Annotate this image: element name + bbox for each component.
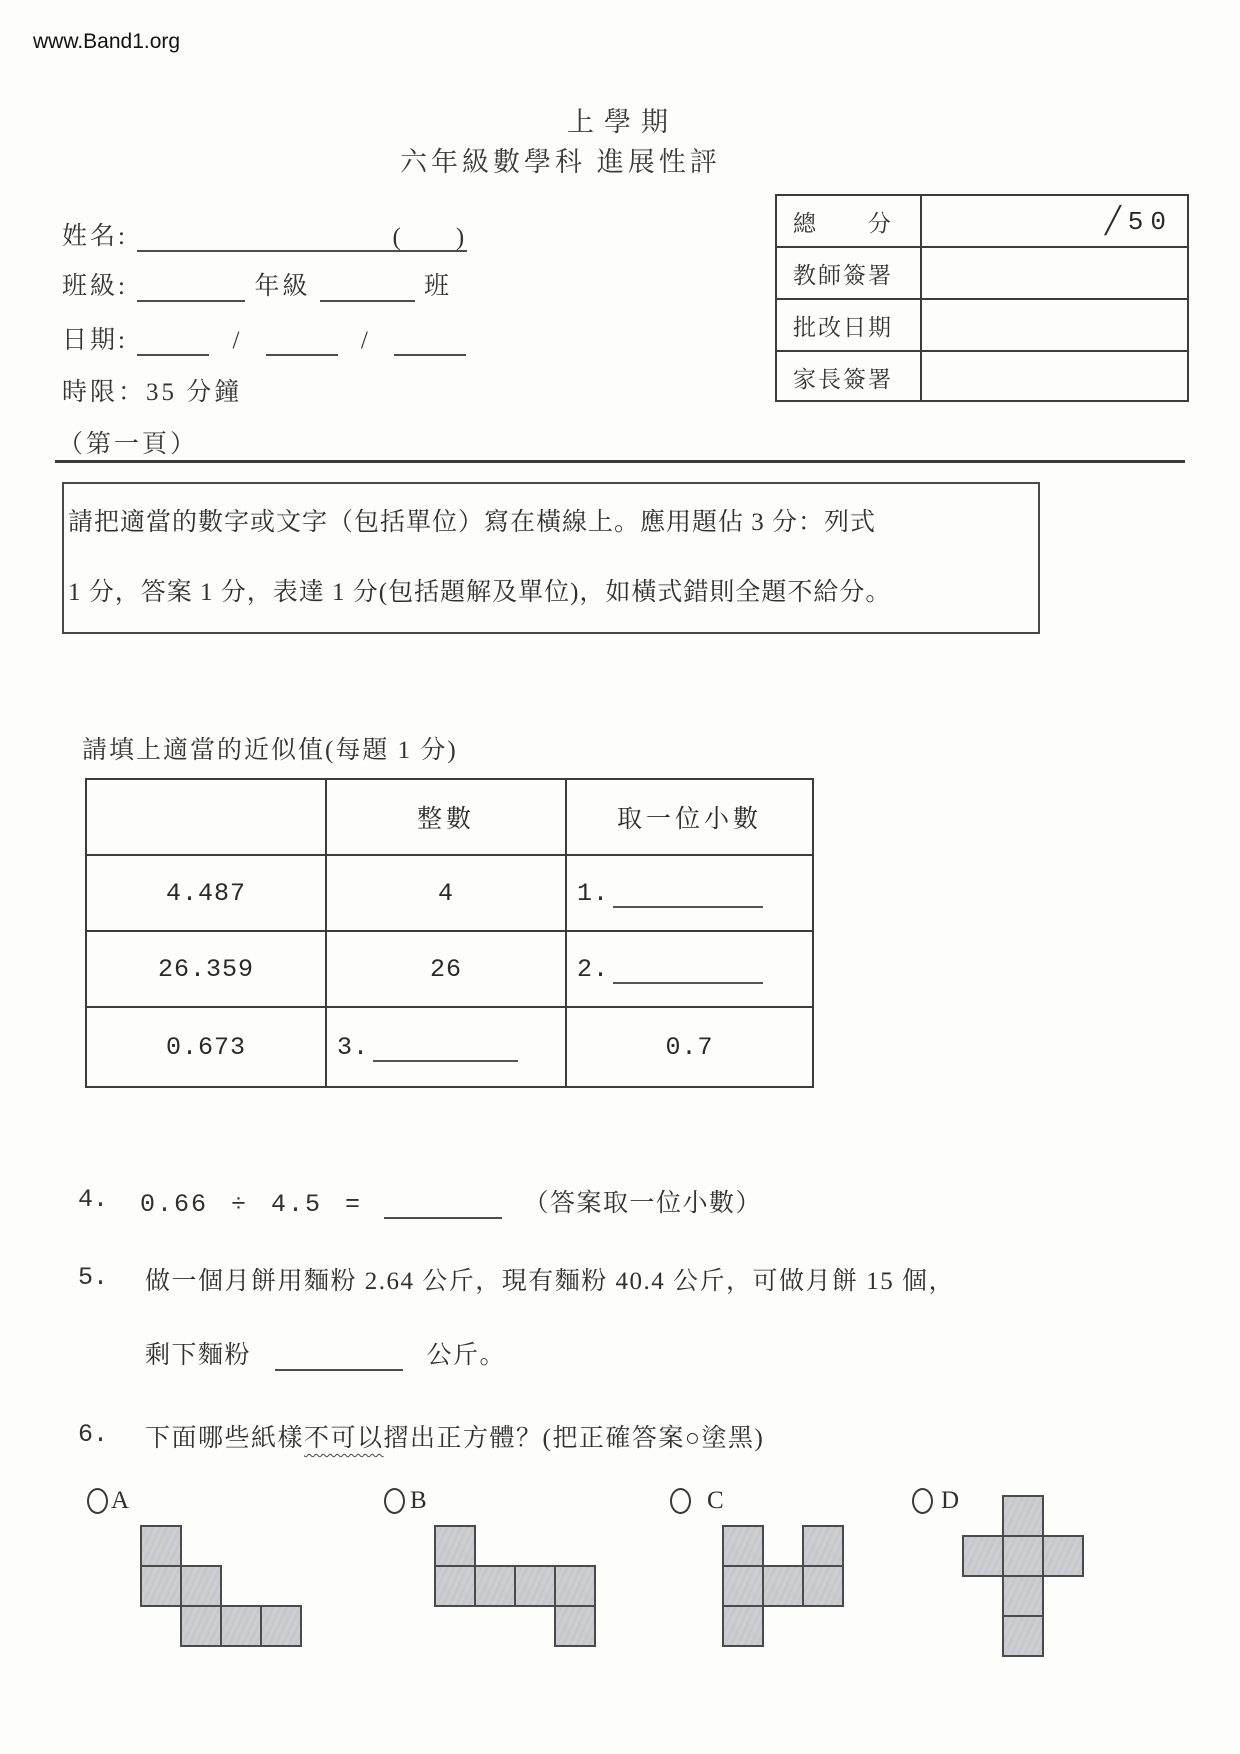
date-label: 日期:	[62, 327, 128, 354]
watermark: www.Band1.org	[33, 30, 181, 53]
q5-line2	[145, 1335, 506, 1371]
page-title-term: 上學期	[567, 107, 678, 137]
net-square	[802, 1565, 844, 1607]
class-blank-2	[320, 274, 415, 302]
name-field-row	[62, 216, 467, 252]
approx-header-one-dp: 取一位小數	[566, 779, 813, 855]
net-square	[1002, 1615, 1044, 1657]
option-a-answer-circle	[87, 1488, 108, 1514]
net-square	[180, 1565, 222, 1607]
q5-line2-prefix: 剩下麵粉	[145, 1342, 252, 1369]
class-label: 班級:	[62, 273, 128, 300]
score-value-marking-date	[922, 300, 1187, 350]
net-square	[722, 1525, 764, 1567]
option-b	[384, 1487, 427, 1515]
q4-body	[140, 1183, 762, 1219]
option-a-label	[87, 1487, 129, 1515]
score-value-teacher-signature	[922, 248, 1187, 298]
option-c	[670, 1487, 724, 1515]
approx-r3-value: 0.673	[86, 1007, 326, 1087]
q5-line1: 做一個月餅用麵粉 2.64 公斤，現有麵粉 40.4 公斤，可做月餅 15 個，	[145, 1268, 956, 1295]
score-row-teacher-signature	[777, 248, 1187, 300]
net-square	[802, 1525, 844, 1567]
option-c-letter: C	[707, 1487, 724, 1514]
approx-r1-answer-prefix: 1.	[577, 878, 610, 908]
score-label-marking-date: 批改日期	[777, 300, 922, 350]
approx-r1-integer: 4	[326, 855, 566, 931]
approx-r2-answer-blank	[613, 960, 763, 984]
approx-r2-answer-prefix: 2.	[577, 954, 610, 984]
class-suffix-label: 班	[423, 273, 452, 300]
score-table	[775, 194, 1189, 402]
net-square	[554, 1565, 596, 1607]
date-field-row	[62, 320, 466, 356]
score-value-total: ╱50	[1105, 206, 1173, 237]
q6-body	[145, 1418, 764, 1454]
q6-text-before: 下面哪些紙樣	[145, 1425, 305, 1452]
net-square	[260, 1605, 302, 1647]
approx-header-empty	[86, 779, 326, 855]
net-square	[140, 1525, 182, 1567]
approx-r2-answer-cell	[566, 931, 813, 1007]
approx-r1-value: 4.487	[86, 855, 326, 931]
class-mid-label: 年級	[254, 273, 311, 300]
approx-r2-value: 26.359	[86, 931, 326, 1007]
approx-r3-answer-cell	[326, 1007, 566, 1087]
net-square	[514, 1565, 556, 1607]
instructions-box	[62, 482, 1040, 634]
net-square	[1002, 1495, 1044, 1537]
option-c-label	[670, 1487, 724, 1515]
date-separator-1: /	[232, 327, 243, 354]
name-label: 姓名:	[62, 223, 128, 250]
option-c-net-diagram	[722, 1525, 844, 1647]
option-d-net-diagram	[962, 1495, 1084, 1657]
net-square	[434, 1525, 476, 1567]
approx-r1-answer-cell	[566, 855, 813, 931]
option-b-answer-circle	[384, 1488, 405, 1514]
net-square	[220, 1605, 262, 1647]
name-blank	[137, 224, 467, 252]
option-a-letter: A	[111, 1487, 130, 1514]
q4-number: 4.	[78, 1185, 109, 1214]
q4-expression: 0.66 ÷ 4.5 =	[140, 1190, 363, 1219]
option-d-letter: D	[941, 1487, 960, 1514]
score-label-total: 總 分	[777, 196, 922, 246]
q6-number: 6.	[78, 1420, 109, 1449]
option-c-answer-circle	[670, 1488, 691, 1514]
instructions-line-1: 請把適當的數字或文字（包括單位）寫在橫線上。應用題佔 3 分：列式	[68, 509, 877, 536]
score-row-total	[777, 196, 1187, 248]
page-title-subject: 六年級數學科 進展性評	[400, 147, 721, 177]
score-row-parent-signature	[777, 352, 1187, 402]
q5-answer-blank	[275, 1343, 403, 1371]
class-blank-1	[137, 274, 245, 302]
instructions-line-2: 1 分，答案 1 分，表達 1 分(包括題解及單位)，如橫式錯則全題不給分。	[68, 579, 892, 606]
date-blank-2	[266, 328, 338, 356]
date-blank-3	[394, 328, 466, 356]
score-label-teacher-signature: 教師簽署	[777, 248, 922, 298]
approx-r3-answer-blank	[373, 1038, 518, 1062]
page-number-note: （第一頁）	[58, 431, 199, 458]
time-limit: 時限：35 分鐘	[62, 379, 243, 406]
score-label-parent-signature: 家長簽署	[777, 352, 922, 402]
net-square	[962, 1535, 1004, 1577]
score-value-parent-signature	[922, 352, 1187, 402]
name-paren-open: (	[392, 224, 404, 251]
q6-text-underlined: 不可以	[304, 1425, 384, 1452]
net-square	[434, 1565, 476, 1607]
approx-r1-answer-blank	[613, 884, 763, 908]
option-d-answer-circle	[912, 1488, 933, 1514]
net-square	[474, 1565, 516, 1607]
approx-header-integer: 整數	[326, 779, 566, 855]
net-square	[1002, 1575, 1044, 1617]
option-b-net-diagram	[434, 1525, 596, 1647]
approx-section-heading: 請填上適當的近似值(每題 1 分)	[82, 737, 458, 764]
q4-answer-blank	[384, 1191, 502, 1219]
section-divider-rule	[55, 460, 1185, 463]
net-square	[554, 1605, 596, 1647]
option-d	[912, 1487, 959, 1515]
approx-r3-answer-prefix: 3.	[337, 1032, 370, 1062]
approx-table	[85, 778, 814, 1088]
option-a-net-diagram	[140, 1525, 302, 1647]
option-b-letter: B	[410, 1487, 427, 1514]
q4-note: （答案取一位小數）	[523, 1190, 763, 1217]
q6-text-after: 摺出正方體？(把正確答案○塗黑)	[383, 1425, 765, 1452]
net-square	[1042, 1535, 1084, 1577]
net-square	[140, 1565, 182, 1607]
net-square	[1002, 1535, 1044, 1577]
name-paren-close: )	[455, 224, 468, 251]
net-square	[722, 1565, 764, 1607]
q5-number: 5.	[78, 1263, 109, 1292]
class-field-row	[62, 266, 452, 302]
date-blank-1	[137, 328, 209, 356]
option-b-label	[384, 1487, 427, 1515]
net-square	[722, 1605, 764, 1647]
q5-line2-suffix: 公斤。	[426, 1342, 507, 1369]
option-d-label	[912, 1487, 959, 1515]
net-square	[180, 1605, 222, 1647]
option-a	[87, 1487, 129, 1515]
approx-r3-one-dp: 0.7	[566, 1007, 813, 1087]
net-square	[762, 1565, 804, 1607]
approx-r2-integer: 26	[326, 931, 566, 1007]
date-separator-2: /	[360, 327, 371, 354]
score-row-marking-date	[777, 300, 1187, 352]
